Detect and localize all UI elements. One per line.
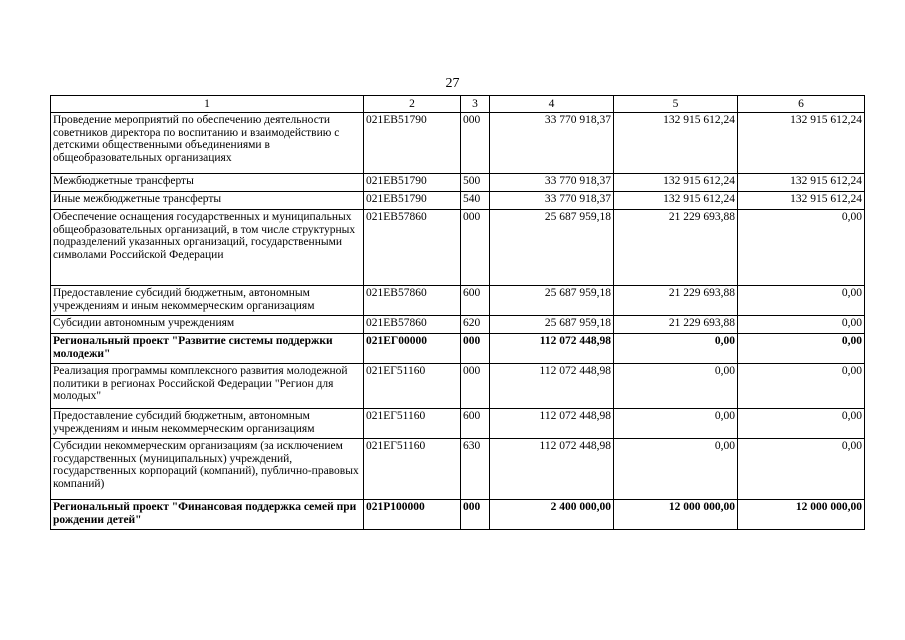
row-name-cell: Проведение мероприятий по обеспечению деятельности советников директора по воспитанию и взаимодействию с детскими общественными объединениями в общеобразовательных организациях [51, 113, 364, 174]
row-col6-cell: 132 915 612,24 [738, 113, 865, 174]
column-header-6: 6 [738, 96, 865, 113]
row-col6-cell: 132 915 612,24 [738, 174, 865, 192]
row-vr-cell: 000 [461, 210, 490, 286]
row-col6-cell: 132 915 612,24 [738, 192, 865, 210]
row-code-cell: 021EВ57860 [364, 316, 461, 334]
row-code-cell: 021EВ57860 [364, 286, 461, 316]
table-row [51, 192, 865, 210]
column-header-3: 3 [461, 96, 490, 113]
table-row [51, 500, 865, 530]
row-code-cell: 021EГ51160 [364, 364, 461, 409]
row-code-cell: 021EВ51790 [364, 174, 461, 192]
row-col4-cell: 112 072 448,98 [490, 409, 614, 439]
row-vr-cell: 000 [461, 364, 490, 409]
row-col5-cell: 21 229 693,88 [614, 316, 738, 334]
row-name-cell: Региональный проект "Развитие системы поддержки молодежи" [51, 334, 364, 364]
row-col6-cell: 0,00 [738, 316, 865, 334]
row-col5-cell: 132 915 612,24 [614, 192, 738, 210]
column-header-5: 5 [614, 96, 738, 113]
table-row [51, 286, 865, 316]
row-col4-cell: 112 072 448,98 [490, 364, 614, 409]
row-name-cell: Межбюджетные трансферты [51, 174, 364, 192]
table-row [51, 113, 865, 174]
table-row [51, 364, 865, 409]
column-header-1: 1 [51, 96, 364, 113]
table-row [51, 316, 865, 334]
table-row [51, 334, 865, 364]
row-col4-cell: 112 072 448,98 [490, 334, 614, 364]
row-col4-cell: 112 072 448,98 [490, 439, 614, 500]
table-row [51, 409, 865, 439]
row-name-cell: Субсидии автономным учреждениям [51, 316, 364, 334]
page-number: 27 [445, 76, 460, 91]
row-name-cell: Реализация программы комплексного развития молодежной политики в регионах Российской Федерации "Регион для молодых" [51, 364, 364, 409]
row-col5-cell: 0,00 [614, 364, 738, 409]
row-code-cell: 021P100000 [364, 500, 461, 530]
table-row [51, 439, 865, 500]
row-col4-cell: 33 770 918,37 [490, 174, 614, 192]
row-col4-cell: 2 400 000,00 [490, 500, 614, 530]
row-code-cell: 021EГ51160 [364, 409, 461, 439]
row-name-cell: Региональный проект "Финансовая поддержка семей при рождении детей" [51, 500, 364, 530]
row-code-cell: 021EГ51160 [364, 439, 461, 500]
row-col6-cell: 0,00 [738, 334, 865, 364]
row-col5-cell: 0,00 [614, 439, 738, 500]
row-col4-cell: 33 770 918,37 [490, 113, 614, 174]
column-header-2: 2 [364, 96, 461, 113]
row-name-cell: Предоставление субсидий бюджетным, автономным учреждениям и иным некоммерческим организациям [51, 409, 364, 439]
column-header-4: 4 [490, 96, 614, 113]
row-vr-cell: 000 [461, 334, 490, 364]
row-code-cell: 021EВ51790 [364, 113, 461, 174]
row-vr-cell: 540 [461, 192, 490, 210]
row-col5-cell: 132 915 612,24 [614, 113, 738, 174]
row-col4-cell: 25 687 959,18 [490, 210, 614, 286]
row-col4-cell: 25 687 959,18 [490, 316, 614, 334]
row-vr-cell: 600 [461, 409, 490, 439]
row-col6-cell: 0,00 [738, 439, 865, 500]
row-col6-cell: 0,00 [738, 286, 865, 316]
row-col5-cell: 12 000 000,00 [614, 500, 738, 530]
row-code-cell: 021EВ51790 [364, 192, 461, 210]
budget-table [50, 95, 865, 530]
row-col5-cell: 21 229 693,88 [614, 210, 738, 286]
table-row [51, 210, 865, 286]
row-name-cell: Предоставление субсидий бюджетным, автономным учреждениям и иным некоммерческим организациям [51, 286, 364, 316]
row-name-cell: Обеспечение оснащения государственных и муниципальных общеобразовательных организаций, в том числе структурных подразделений указанных организаций, государственными символами Российской Федерации [51, 210, 364, 286]
row-col5-cell: 132 915 612,24 [614, 174, 738, 192]
row-name-cell: Иные межбюджетные трансферты [51, 192, 364, 210]
row-vr-cell: 620 [461, 316, 490, 334]
row-vr-cell: 000 [461, 113, 490, 174]
table-header-row [51, 96, 865, 113]
row-col6-cell: 0,00 [738, 364, 865, 409]
row-col6-cell: 0,00 [738, 210, 865, 286]
row-col6-cell: 0,00 [738, 409, 865, 439]
row-col4-cell: 25 687 959,18 [490, 286, 614, 316]
row-vr-cell: 500 [461, 174, 490, 192]
row-code-cell: 021EВ57860 [364, 210, 461, 286]
table-row [51, 174, 865, 192]
row-col5-cell: 0,00 [614, 334, 738, 364]
row-col4-cell: 33 770 918,37 [490, 192, 614, 210]
row-vr-cell: 630 [461, 439, 490, 500]
row-col6-cell: 12 000 000,00 [738, 500, 865, 530]
row-col5-cell: 21 229 693,88 [614, 286, 738, 316]
row-code-cell: 021EГ00000 [364, 334, 461, 364]
row-vr-cell: 000 [461, 500, 490, 530]
row-name-cell: Субсидии некоммерческим организациям (за исключением государственных (муниципальных) учреждений, государственных корпораций (компаний), публично-правовых компаний) [51, 439, 364, 500]
row-vr-cell: 600 [461, 286, 490, 316]
row-col5-cell: 0,00 [614, 409, 738, 439]
